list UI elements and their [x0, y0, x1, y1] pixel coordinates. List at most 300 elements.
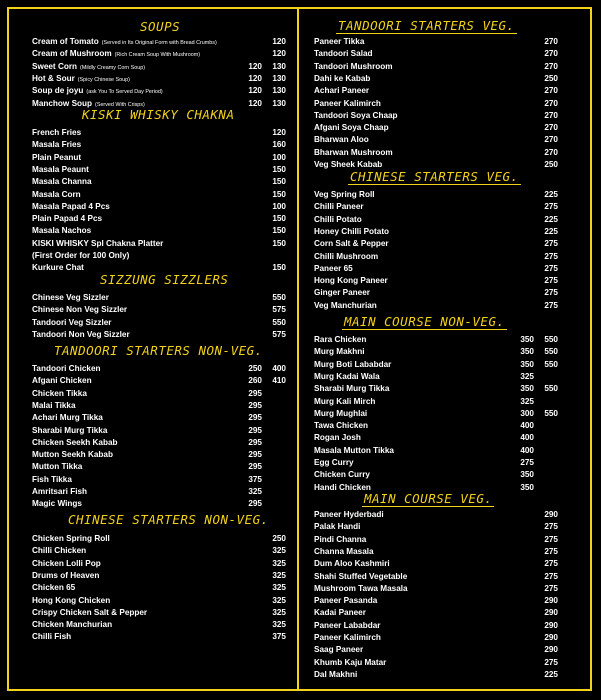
item-name-text: Chilli Potato: [314, 214, 362, 224]
item-name: [314, 359, 391, 371]
section-title: MAIN COURSE NON-VEG.: [344, 314, 505, 329]
item-name-text: Plain Peanut: [32, 152, 82, 162]
price-full: 550: [272, 317, 286, 327]
menu-item: [32, 250, 286, 262]
menu-item: [314, 469, 558, 481]
menu-item: [32, 545, 286, 557]
menu-item: [32, 631, 286, 643]
item-name-text: Murg Boti Lababdar: [314, 359, 392, 369]
menu-item: [314, 607, 558, 619]
menu-item: [32, 570, 286, 582]
menu-item: [32, 412, 286, 424]
item-name-text: Tandoori Mushroom: [314, 61, 393, 71]
item-name-text: Masala Peaunt: [32, 164, 89, 174]
price-full: 325: [272, 595, 286, 605]
item-name: [32, 486, 87, 498]
menu-item: [314, 214, 558, 226]
section-title: TANDOORI STARTERS NON-VEG.: [54, 343, 263, 358]
price-full: 150: [272, 177, 286, 187]
price-full: 275: [544, 263, 558, 273]
item-name-text: Murg Kali Mirch: [314, 396, 376, 406]
price-half: 350: [520, 482, 534, 492]
item-name-text: Saag Paneer: [314, 645, 364, 655]
item-name: [32, 619, 112, 631]
item-name-text: Masala Papad 4 Pcs: [32, 201, 110, 211]
menu-item: [32, 152, 286, 164]
price-full: 270: [544, 86, 558, 96]
price-full: 130: [272, 61, 286, 71]
section-title: SOUPS: [140, 19, 181, 34]
menu-item: [314, 383, 558, 395]
menu-item: [314, 371, 558, 383]
price-full: 270: [544, 123, 558, 133]
item-name-text: Honey Chilli Potato: [314, 226, 390, 236]
price-full: 275: [544, 288, 558, 298]
menu-item: [314, 36, 558, 48]
section-title: MAIN COURSE VEG.: [364, 491, 493, 506]
item-name: [314, 571, 407, 583]
price-full: 225: [544, 669, 558, 679]
item-name: [314, 346, 365, 358]
price-full: 270: [544, 61, 558, 71]
item-name: [32, 558, 101, 570]
item-name-text: Handi Chicken: [314, 482, 371, 492]
item-name: [314, 189, 375, 201]
item-name: [32, 213, 102, 225]
item-name: [314, 300, 377, 312]
menu-item: [314, 457, 558, 469]
price-full: 130: [272, 73, 286, 83]
item-name-text: Sharabi Murg Tikka: [314, 384, 390, 394]
menu-item: [314, 98, 558, 110]
menu-item: [32, 85, 286, 97]
price-half: 295: [248, 499, 262, 509]
menu-item: [314, 546, 558, 558]
price-full: 130: [272, 98, 286, 108]
menu-item: [32, 363, 286, 375]
item-name-text: Afgani Soya Chaap: [314, 123, 389, 133]
item-name: [314, 48, 373, 60]
item-name-text: Cream of Mushroom: [32, 49, 112, 59]
price-half: 325: [248, 487, 262, 496]
menu-item: [32, 238, 286, 250]
menu-item: [314, 534, 558, 546]
item-name-text: Masala Nachos: [32, 226, 92, 236]
menu-item: [314, 134, 558, 146]
price-full: 270: [544, 37, 558, 46]
item-name: [314, 620, 380, 632]
item-name: [32, 400, 76, 412]
menu-item: [32, 400, 286, 412]
menu-item: [314, 147, 558, 159]
item-name-text: KISKI WHISKY Spl Chakna Platter: [32, 238, 164, 248]
section-title: TANDOORI STARTERS VEG.: [338, 18, 515, 33]
menu-item: [32, 474, 286, 486]
item-name-text: Magic Wings: [32, 499, 82, 509]
item-name: [32, 317, 111, 329]
item-name: [314, 201, 364, 213]
price-half: 400: [520, 433, 534, 443]
menu-item: [32, 619, 286, 631]
price-full: 150: [272, 263, 286, 273]
menu-item: [314, 300, 558, 312]
item-name: [32, 85, 163, 98]
item-name-text: Achari Paneer: [314, 86, 370, 96]
item-name: [32, 73, 130, 86]
menu-item: [32, 329, 286, 341]
menu-item: [32, 425, 286, 437]
item-name: [314, 432, 361, 444]
price-full: 290: [544, 510, 558, 519]
item-name-text: Dum Aloo Kashmiri: [314, 559, 390, 569]
price-half: 350: [520, 470, 534, 480]
item-name: [32, 262, 84, 274]
menu-item: [32, 73, 286, 85]
item-name-text: Veg Sheek Kabab: [314, 160, 383, 169]
item-name-text: Chicken 65: [32, 583, 76, 593]
item-name: [32, 425, 107, 437]
item-name: [32, 449, 113, 461]
menu-item: [32, 558, 286, 570]
price-full: 410: [272, 376, 286, 386]
menu-item: [32, 292, 286, 304]
price-full: 150: [272, 238, 286, 248]
price-full: 275: [544, 522, 558, 532]
item-name-text: Kurkure Chat: [32, 263, 84, 273]
item-name: [314, 36, 364, 48]
price-full: 325: [272, 558, 286, 568]
price-half: 120: [248, 73, 262, 83]
price-full: 400: [272, 364, 286, 373]
item-name-text: Dal Makhni: [314, 669, 358, 679]
item-name: [32, 139, 81, 151]
price-full: 550: [544, 384, 558, 394]
item-name-text: Tandoori Non Veg Sizzler: [32, 329, 130, 339]
item-name-text: Chicken Curry: [314, 470, 370, 480]
price-full: 250: [544, 160, 558, 169]
menu-item: [314, 189, 558, 201]
price-full: 275: [544, 571, 558, 581]
item-name-text: Paneer Pasanda: [314, 596, 378, 606]
item-name: [314, 408, 367, 420]
price-half: 260: [248, 376, 262, 386]
menu-item: [314, 644, 558, 656]
item-name: [314, 521, 360, 533]
price-full: 270: [544, 135, 558, 145]
menu-item: [32, 201, 286, 213]
item-name: [32, 292, 109, 304]
item-name-text: Hong Kong Chicken: [32, 595, 111, 605]
price-half: 400: [520, 421, 534, 431]
item-name: [314, 457, 354, 469]
menu-item: [32, 533, 286, 545]
price-full: 275: [544, 276, 558, 286]
item-name: [32, 238, 163, 250]
item-name-text: Chilli Mushroom: [314, 251, 379, 261]
menu-item: [32, 176, 286, 188]
item-name-text: Tandoori Veg Sizzler: [32, 317, 112, 327]
item-name-text: Rogan Josh: [314, 433, 361, 443]
price-full: 325: [272, 546, 286, 556]
item-name: [314, 595, 377, 607]
item-name: [314, 73, 370, 85]
item-name-text: Cream of Tomato: [32, 37, 99, 46]
item-name: [314, 445, 394, 457]
price-full: 290: [544, 608, 558, 618]
item-name-text: Corn Salt & Pepper: [314, 239, 389, 249]
item-name: [314, 85, 369, 97]
menu-item: [314, 263, 558, 275]
item-name: [314, 396, 375, 408]
item-name-text: Mutton Seekh Kabab: [32, 450, 113, 460]
item-name-text: Murg Makhni: [314, 347, 365, 357]
item-name: [32, 201, 110, 213]
item-name: [314, 226, 389, 238]
price-full: 575: [272, 329, 286, 339]
item-name: [32, 127, 81, 139]
price-half: 295: [248, 400, 262, 410]
menu-item: [314, 420, 558, 432]
menu-item: [314, 61, 558, 73]
price-full: 150: [272, 226, 286, 236]
price-half: 295: [248, 437, 262, 447]
menu-item: [314, 226, 558, 238]
price-half: 350: [520, 359, 534, 369]
item-name-text: Bharwan Mushroom: [314, 147, 393, 157]
price-full: 290: [544, 596, 558, 606]
item-name-text: Hong Kong Paneer: [314, 276, 388, 286]
price-full: 325: [272, 607, 286, 617]
item-name: [32, 595, 110, 607]
price-half: 325: [520, 371, 534, 381]
item-name: [314, 110, 398, 122]
price-full: 270: [544, 49, 558, 59]
price-full: 160: [272, 140, 286, 150]
menu-item: [314, 571, 558, 583]
menu-item: [314, 110, 558, 122]
item-description: (Served With Crisps): [95, 101, 145, 108]
item-name-text: Pindi Channa: [314, 534, 367, 544]
menu-item: [314, 251, 558, 263]
item-name-text: Tawa Chicken: [314, 421, 368, 431]
menu-item: [314, 558, 558, 570]
price-full: 325: [272, 570, 286, 580]
price-half: 400: [520, 445, 534, 455]
menu-item: [32, 304, 286, 316]
price-full: 550: [544, 347, 558, 357]
price-full: 325: [272, 583, 286, 593]
item-name: [32, 225, 91, 237]
item-name: [32, 631, 71, 643]
price-full: 375: [272, 632, 286, 642]
menu-item: [32, 486, 286, 498]
item-name-text: Bharwan Aloo: [314, 135, 369, 145]
item-name-text: Amritsari Fish: [32, 487, 88, 496]
item-name: [314, 644, 363, 656]
menu-item: [32, 213, 286, 225]
menu-item: [314, 669, 558, 681]
item-name-text: Veg Spring Roll: [314, 190, 375, 199]
item-name-text: Chilli Chicken: [32, 546, 87, 556]
price-half: 295: [248, 413, 262, 423]
item-name-text: Paneer Kalimirch: [314, 98, 381, 108]
menu-item: [32, 498, 286, 510]
item-name-text: Plain Papad 4 Pcs: [32, 214, 103, 224]
item-name-text: Paneer Tikka: [314, 37, 365, 46]
item-name-text: Murg Kadai Wala: [314, 371, 380, 381]
menu-item: [314, 620, 558, 632]
price-full: 270: [544, 98, 558, 108]
price-full: 325: [272, 620, 286, 630]
item-name: [314, 98, 381, 110]
item-name: [32, 474, 72, 486]
menu-item: [32, 375, 286, 387]
menu-item: [314, 122, 558, 134]
item-name-text: Shahi Stuffed Vegetable: [314, 571, 408, 581]
item-name-text: Masala Channa: [32, 177, 92, 187]
price-full: 250: [544, 73, 558, 83]
section-title: KISKI WHISKY CHAKNA: [82, 107, 235, 122]
item-name: [32, 250, 129, 262]
item-name: [314, 214, 362, 226]
price-full: 275: [544, 546, 558, 556]
menu-item: [314, 359, 558, 371]
menu-item: [314, 275, 558, 287]
item-name-text: Tandoori Chicken: [32, 364, 101, 373]
price-half: 120: [248, 86, 262, 96]
item-name: [314, 469, 370, 481]
item-name: [314, 657, 386, 669]
item-name-text: Chilli Fish: [32, 632, 72, 642]
menu-item: [314, 595, 558, 607]
price-full: 150: [272, 189, 286, 199]
item-name-text: Chicken Seekh Kabab: [32, 437, 118, 447]
price-full: 250: [272, 534, 286, 543]
menu-item: [32, 595, 286, 607]
price-full: 150: [272, 164, 286, 174]
menu-item: [314, 445, 558, 457]
item-name-text: Achari Murg Tikka: [32, 413, 103, 423]
item-name: [314, 275, 388, 287]
item-name-text: Masala Fries: [32, 140, 82, 150]
item-name-text: Crispy Chicken Salt & Pepper: [32, 607, 148, 617]
menu-item: [32, 461, 286, 473]
item-name: [32, 304, 127, 316]
menu-item: [32, 48, 286, 60]
menu-item: [32, 139, 286, 151]
item-description: (Served in Its Original Form with Bread Crumbs): [101, 40, 217, 46]
item-name-text: Afgani Chicken: [32, 376, 92, 386]
price-half: 295: [248, 450, 262, 460]
item-name: [32, 36, 217, 49]
menu-item: [314, 509, 558, 521]
item-name-text: Masala Mutton Tikka: [314, 445, 394, 455]
item-name: [32, 412, 103, 424]
item-name: [314, 334, 366, 346]
item-name: [32, 582, 75, 594]
item-name: [314, 61, 393, 73]
item-name: [314, 607, 366, 619]
item-name-text: Khumb Kaju Matar: [314, 657, 387, 667]
column-divider: [297, 7, 299, 691]
price-full: 225: [544, 226, 558, 236]
item-name: [32, 48, 200, 61]
menu-item: [32, 61, 286, 73]
menu-item: [314, 521, 558, 533]
price-full: 120: [272, 49, 286, 59]
price-full: 275: [544, 559, 558, 569]
price-full: 225: [544, 190, 558, 199]
menu-item: [314, 73, 558, 85]
item-name: [314, 251, 378, 263]
price-full: 550: [544, 408, 558, 418]
price-half: 275: [520, 458, 534, 467]
item-name: [314, 371, 380, 383]
section-title: SIZZUNG SIZZLERS: [100, 272, 229, 287]
price-full: 275: [544, 251, 558, 261]
price-full: 130: [272, 86, 286, 96]
menu-item: [314, 583, 558, 595]
menu-item: [314, 287, 558, 299]
item-name: [32, 607, 147, 619]
item-name-text: Chicken Tikka: [32, 388, 87, 398]
item-name-text: Paneer 65: [314, 263, 353, 273]
item-name-text: Rara Chicken: [314, 335, 367, 344]
price-half: 350: [520, 347, 534, 357]
item-name: [32, 545, 86, 557]
item-name: [314, 558, 390, 570]
price-full: 275: [544, 657, 558, 667]
price-full: 290: [544, 620, 558, 630]
item-name-text: Kadai Paneer: [314, 608, 366, 618]
item-name: [32, 61, 145, 74]
price-half: 300: [520, 408, 534, 418]
item-description: (ask You To Served Day Period): [86, 89, 163, 96]
price-full: 270: [544, 110, 558, 120]
item-name-text: Egg Curry: [314, 458, 354, 467]
price-full: 550: [272, 293, 286, 302]
price-full: 120: [272, 128, 286, 137]
item-name: [32, 375, 92, 387]
item-name: [314, 383, 389, 395]
item-name-text: Chicken Spring Roll: [32, 534, 110, 543]
item-name: [314, 669, 357, 681]
item-name-text: Manchow Soup: [32, 98, 93, 108]
item-name-text: Dahi ke Kabab: [314, 73, 371, 83]
item-name: [32, 437, 118, 449]
item-name-text: Chinese Veg Sizzler: [32, 293, 109, 302]
item-name: [314, 147, 393, 159]
item-name-text: Tandoori Salad: [314, 49, 373, 59]
menu-item: [32, 189, 286, 201]
item-name-text: Paneer Lababdar: [314, 620, 381, 630]
menu-item: [314, 238, 558, 250]
menu-item: [314, 201, 558, 213]
menu-item: [314, 48, 558, 60]
menu-item: [32, 36, 286, 48]
section-title: CHINESE STARTERS VEG.: [350, 169, 519, 184]
item-name: [32, 363, 101, 375]
item-name-text: Mutton Tikka: [32, 462, 83, 472]
item-name: [314, 420, 368, 432]
item-name-text: Masala Corn: [32, 189, 81, 199]
price-full: 100: [272, 152, 286, 162]
price-full: 275: [544, 583, 558, 593]
section-title: CHINESE STARTERS NON-VEG.: [68, 512, 269, 527]
price-half: 120: [248, 98, 262, 108]
item-name: [314, 263, 353, 275]
price-full: 550: [544, 359, 558, 369]
